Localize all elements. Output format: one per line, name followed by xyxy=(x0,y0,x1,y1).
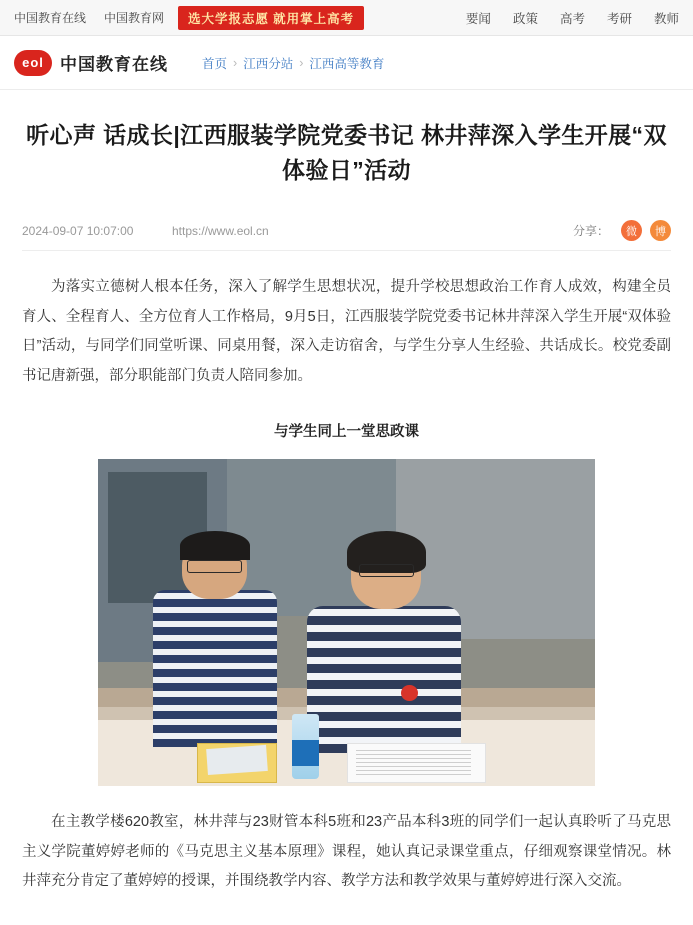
photo-person-left-glasses-icon xyxy=(187,560,242,573)
site-header xyxy=(0,36,693,90)
photo-person-left-body xyxy=(153,590,277,747)
article-subheading-1: 与学生同上一堂思政课 xyxy=(274,423,419,440)
article-body xyxy=(0,118,693,897)
photo-person-right-badge xyxy=(401,685,418,701)
breadcrumb-item-jiangxi[interactable]: 江西分站 xyxy=(243,56,294,71)
source-url: https://www.eol.cn xyxy=(172,223,269,238)
article-paragraph-2: 在主教学楼620教室，林井萍与23财管本科5班和23产品本科3班的同学们一起认真聆听了马克思主义学院董婷婷老师的《马克思主义基本原理》课程，她认真记录课堂重点，仔细观察课堂情况。林井萍充分肯定了董婷婷的授课，并围绕教学内容、教学方法和教学效果与董婷婷进行深入交流。 xyxy=(22,813,671,890)
article-figure xyxy=(22,459,671,786)
top-bar-left-links xyxy=(14,9,164,26)
photo-water-bottle-label xyxy=(292,740,319,766)
top-bar xyxy=(0,0,693,36)
photo-book-secondary xyxy=(206,745,267,775)
page-title: 听心声 话成长|江西服装学院党委书记 林井萍深入学生开展“双体验日”活动 xyxy=(26,122,667,183)
photo-person-right-body xyxy=(307,606,461,753)
nav-item-kaoyan[interactable]: 考研 xyxy=(606,11,632,26)
share-area xyxy=(573,220,671,241)
top-bar-nav xyxy=(466,9,679,27)
topbar-link-eol-net[interactable]: 中国教育网 xyxy=(104,11,165,25)
breadcrumb-separator-icon: › xyxy=(233,55,238,70)
breadcrumb-item-home[interactable]: 首页 xyxy=(202,56,228,71)
article-meta xyxy=(22,211,671,251)
nav-item-news[interactable]: 要闻 xyxy=(465,11,491,26)
share-weibo-icon[interactable]: 博 xyxy=(650,220,671,241)
nav-item-gaokao[interactable]: 高考 xyxy=(559,11,585,26)
topbar-link-eol-online[interactable]: 中国教育在线 xyxy=(14,11,87,25)
photo-person-right-glasses-icon xyxy=(359,564,414,578)
eol-logo-icon: eol xyxy=(14,50,52,76)
site-logo[interactable] xyxy=(14,50,168,76)
share-label: 分享： xyxy=(572,224,609,238)
nav-item-teacher[interactable]: 教师 xyxy=(653,11,679,26)
photo-person-left-hair xyxy=(180,531,250,560)
breadcrumb-separator-icon: › xyxy=(299,55,304,70)
article-paragraph-1: 为落实立德树人根本任务，深入了解学生思想状况，提升学校思想政治工作育人成效，构建全员育人、全程育人、全方位育人工作格局，9月5日，江西服装学院党委书记林井萍深入学生开展“双体验日”活动，与同学们同堂听课、同桌用餐，深入走访宿舍，与学生分享人生经验、共话成长。校党委副书记唐新强，部分职能部门负责人陪同参加。 xyxy=(22,279,671,385)
gaokao-promo-banner[interactable]: 选大学报志愿 就用掌上高考 xyxy=(178,6,364,30)
breadcrumb-item-jiangxi-higher-ed[interactable]: 江西高等教育 xyxy=(309,56,385,71)
classroom-photo xyxy=(98,459,595,786)
site-logo-text: 中国教育在线 xyxy=(60,55,168,74)
share-wechat-icon[interactable]: 微 xyxy=(621,220,642,241)
publish-date: 2024-09-07 10:07:00 xyxy=(22,223,134,238)
breadcrumb xyxy=(202,54,384,72)
photo-paper-lines xyxy=(356,750,470,776)
nav-item-policy[interactable]: 政策 xyxy=(512,11,538,26)
